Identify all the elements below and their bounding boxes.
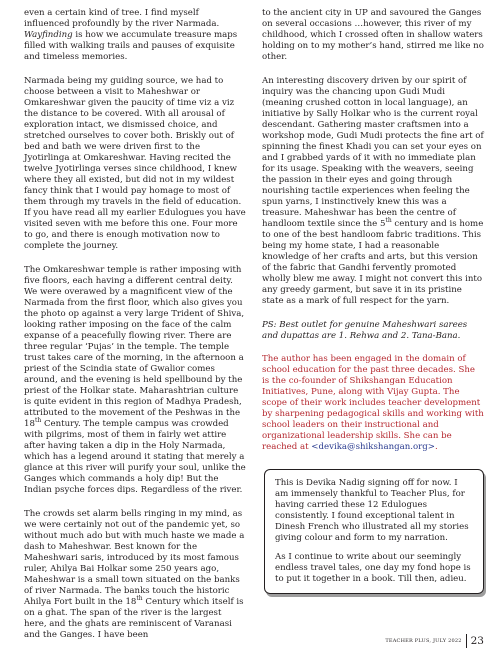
magazine-issue: TEACHER PLUS, JULY 2022 xyxy=(385,638,462,644)
page-number: 23 xyxy=(470,635,484,647)
left-column xyxy=(24,8,246,654)
signoff-paragraph-adieu: As I continue to write about our seemingly endless travel tales, one day my fond hope is to put it together in a book. Till then, adieu. xyxy=(275,552,471,584)
paragraph-maheshwar: The crowds set alarm bells ringing in my mind, as we were certainly not out of the pandemic yet, so without much ado but with much haste we made a dash to Maheshwar. Best known for the Maheshwari saris, introduced by its most famous ruler, Ahilya Bai Holkar some 250 years ago, Maheshwar is a small town situated on the banks of river Narmada. The banks touch the historic Ahilya Fort built in the 18th Century which itself is on a ghat. The span of the river is the largest here, and the ghats are reminiscent of Varanasi and the Ganges. I have been xyxy=(24,509,245,640)
author-bio: The author has been engaged in the domain of school education for the past three decades. She is the co-founder of Shikshangan Education Initiatives, Pune, along with Vijay Gupta. The scope of their work includes teacher development by sharpening pedagogical skills and working with school leaders on their instructional and organizational leadership skills. She can be reached at <devika@shikshangan.org>. xyxy=(262,354,484,452)
wayfinding-emphasis: Wayfinding xyxy=(24,30,73,40)
footer-divider xyxy=(466,634,467,648)
right-column xyxy=(262,8,484,594)
page-footer xyxy=(385,634,484,648)
postscript: PS: Best outlet for genuine Maheshwari sarees and dupattas are 1. Rehwa and 2. Tana-Bana. xyxy=(262,320,468,341)
paragraph-wayfinding: even a certain kind of tree. I find myself influenced profoundly by the river Narmada. Wayfinding is how we accumulate treasure maps filled with walking trails and pauses of exquisite and timeless memories. xyxy=(24,8,238,62)
paragraph-narmada-choice: Narmada being my guiding source, we had to choose between a visit to Maheshwar or Omkareshwar given the paucity of time viz a viz the distance to be covered. With all arousal of exploration intact, we dismissed choice, and stretched ourselves to cover both. Briskly out of bed and bath we were driven first to the Jyotirlinga at Omkareshwar. Having recited the twelve Jyotirlinga verses since childhood, I knew where they all existed, but did not in my wildest fancy think that I would pay homage to most of them through my travels in the field of education. If you have read all my earlier Edulogues you have visited seven with me before this one. Four more to go, and there is enough motivation now to complete the journey. xyxy=(24,76,246,251)
paragraph-omkareshwar-temple: The Omkareshwar temple is rather imposing with five floors, each having a different central deity. We were overawed by a magnificent view of the Narmada from the first floor, which also gives you the photo op against a very large Trident of Shiva, looking rather imposing on the face of the calm expanse of a peacefully flowing river. There are three regular ‘Pujas’ in the temple. The temple trust takes care of the morning, in the afternoon a priest of the Scindia state of Gwalior comes around, and the evening is held spellbound by the priest of the Holkar state. Maharashtrian culture is quite evident in this region of Madhya Pradesh, attributed to the movement of the Peshwas in the 18th Century. The temple campus was crowded with pilgrims, most of them in fairly wet attire after having taken a dip in the Holy Narmada, which has a legend around it stating that merely a glance at this river will purify your soul, unlike the Ganges which commands a holy dip! But the Indian psyche forces dips. Regardless of the river. xyxy=(24,265,246,495)
author-email-link[interactable]: <devika@shikshangan.org> xyxy=(311,442,435,452)
signoff-paragraph-thanks: This is Devika Nadig signing off for now. I am immensely thankful to Teacher Plus, for having carried these 12 Edulogues consistently. I found exceptional talent in Dinesh French who illustrated all my stories giving colour and form to my narration. xyxy=(275,478,469,543)
paragraph-ganges: to the ancient city in UP and savoured the Ganges on several occasions …however, this river of my childhood, which I crossed often in shallow waters holding on to my mother’s hand, stirred me like no other. xyxy=(262,8,484,62)
signoff-box xyxy=(264,469,484,594)
paragraph-gudi-mudi: An interesting discovery driven by our spirit of inquiry was the chancing upon Gudi Mudi (meaning crushed cotton in local language), an initiative by Sally Holkar who is the current royal descendant. Gathering master craftsmen into a workshop mode, Gudi Mudi protects the fine art of spinning the finest Khadi you can set your eyes on and I grabbed yards of it with no immediate plan for its usage. Speaking with the weavers, seeing the passion in their eyes and going through nourishing tactile experiences when feeling the spun yarns, I instinctively knew this was a treasure. Maheshwar has been the centre of handloom textile since the 5th century and is home to one of the best handloom fabric traditions. This being my home state, I had a reasonable knowledge of her crafts and arts, but this version of the fabric that Gandhi fervently promoted wholly blew me away. I might not convert this into any greedy garment, but save it in its pristine state as a mark of full respect for the yarn. xyxy=(262,76,484,306)
